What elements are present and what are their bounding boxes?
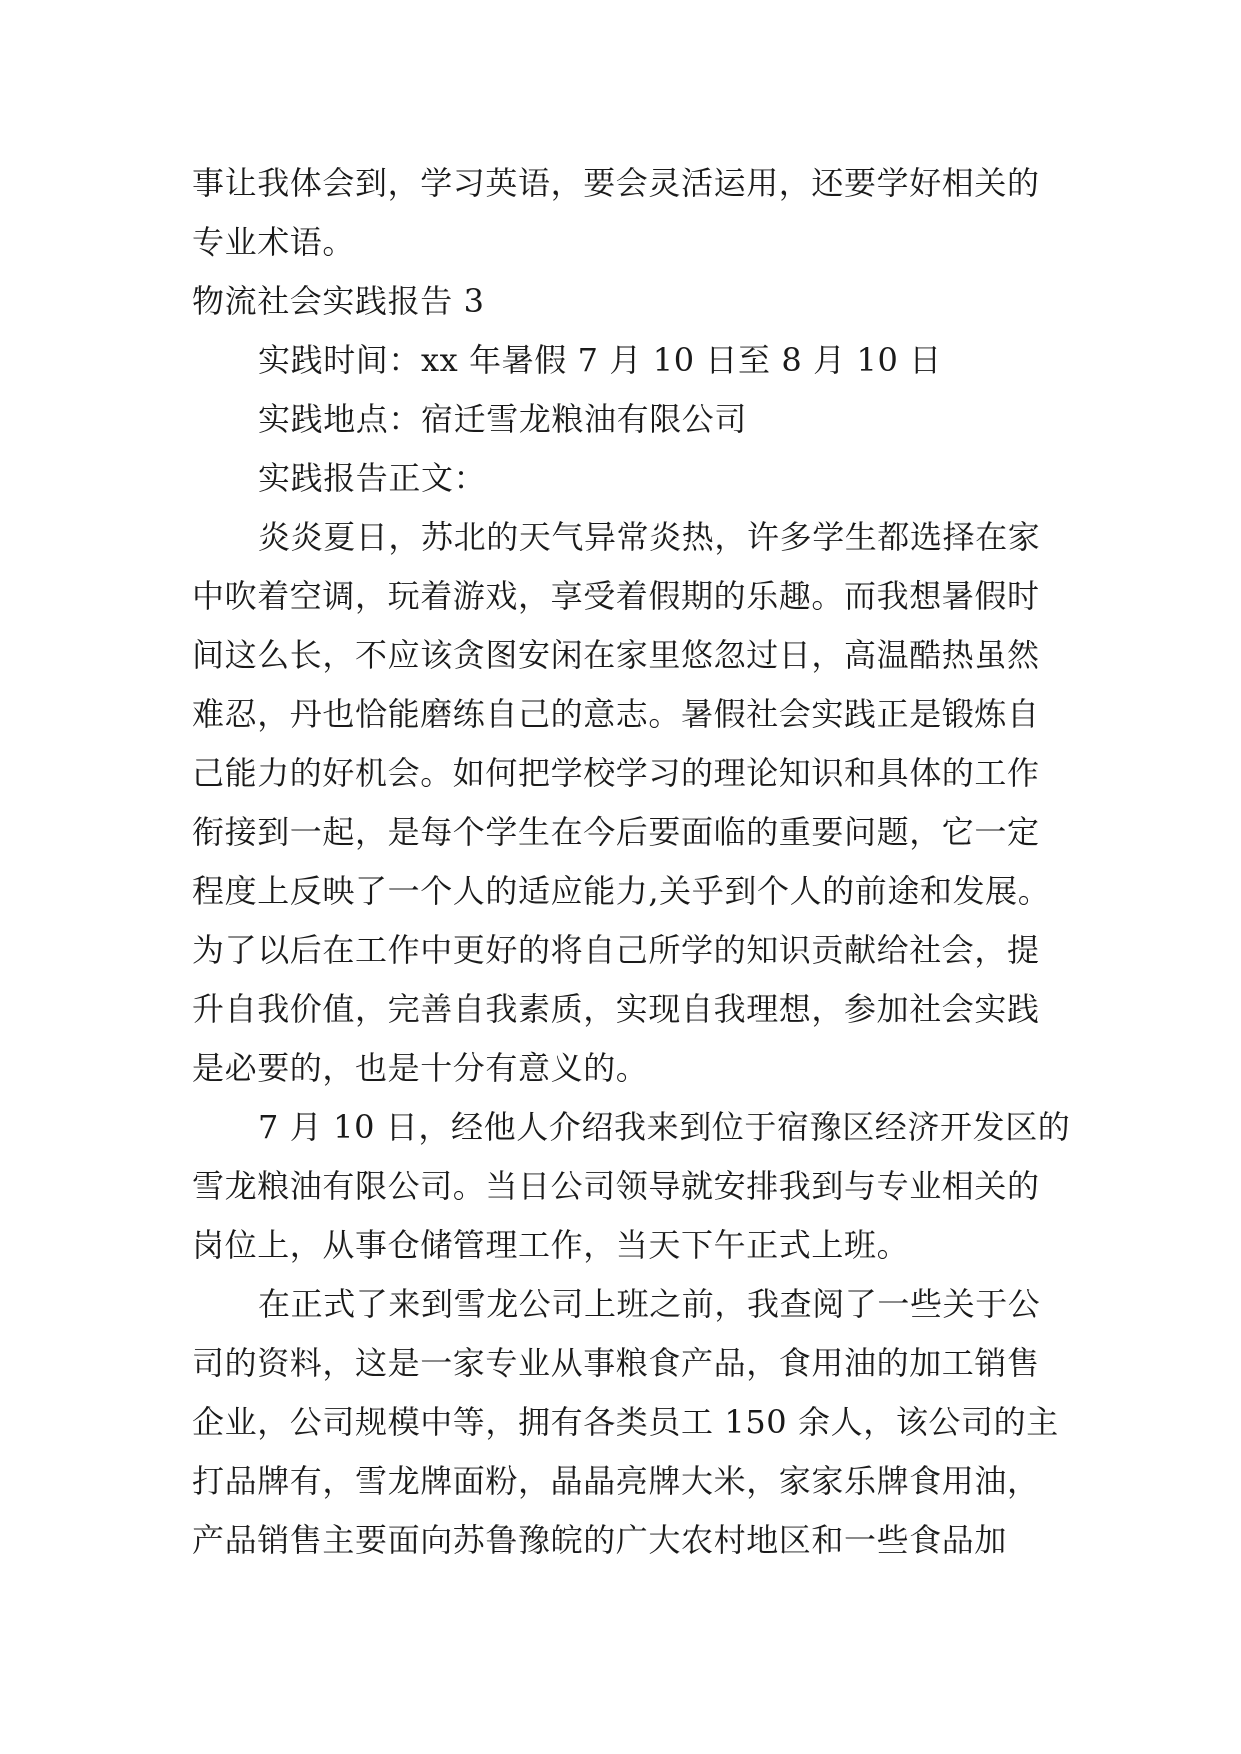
text-line: 程度上反映了一个人的适应能力,关乎到个人的前途和发展。 <box>192 872 1051 910</box>
practice-location: 实践地点：宿迁雪龙粮油有限公司 <box>258 400 748 438</box>
report-body-label: 实践报告正文： <box>258 459 487 497</box>
text-line: 专业术语。 <box>192 223 356 261</box>
text-line: 企业，公司规模中等，拥有各类员工 150 余人，该公司的主 <box>192 1403 1059 1441</box>
document-body <box>192 154 1071 1570</box>
text-line: 雪龙粮油有限公司。当日公司领导就安排我到与专业相关的 <box>192 1167 1040 1205</box>
text-line: 司的资料，这是一家专业从事粮食产品，食用油的加工销售 <box>192 1344 1040 1382</box>
text-line: 打品牌有，雪龙牌面粉，晶晶亮牌大米，家家乐牌食用油， <box>192 1462 1040 1500</box>
practice-time: 实践时间：xx 年暑假 7 月 10 日至 8 月 10 日 <box>258 341 942 379</box>
text-line: 衔接到一起，是每个学生在今后要面临的重要问题，它一定 <box>192 813 1040 851</box>
text-line: 在正式了来到雪龙公司上班之前，我查阅了一些关于公 <box>258 1285 1041 1323</box>
text-line: 升自我价值，完善自我素质，实现自我理想，参加社会实践 <box>192 990 1040 1028</box>
text-line: 7 月 10 日，经他人介绍我来到位于宿豫区经济开发区的 <box>258 1108 1071 1146</box>
text-line: 中吹着空调，玩着游戏，享受着假期的乐趣。而我想暑假时 <box>192 577 1040 615</box>
text-line: 炎炎夏日，苏北的天气异常炎热，许多学生都选择在家 <box>258 518 1041 556</box>
text-line: 为了以后在工作中更好的将自己所学的知识贡献给社会，提 <box>192 931 1040 969</box>
text-line: 岗位上，从事仓储管理工作，当天下午正式上班。 <box>192 1226 910 1264</box>
text-line: 难忍，丹也恰能磨练自己的意志。暑假社会实践正是锻炼自 <box>192 695 1040 733</box>
text-line: 己能力的好机会。如何把学校学习的理论知识和具体的工作 <box>192 754 1040 792</box>
text-line: 是必要的，也是十分有意义的。 <box>192 1049 649 1087</box>
text-line: 产品销售主要面向苏鲁豫皖的广大农村地区和一些食品加 <box>192 1521 1008 1559</box>
text-line: 间这么长，不应该贪图安闲在家里悠忽过日，高温酷热虽然 <box>192 636 1040 674</box>
section-heading: 物流社会实践报告 3 <box>192 282 485 320</box>
text-line: 事让我体会到，学习英语，要会灵活运用，还要学好相关的 <box>192 164 1040 202</box>
